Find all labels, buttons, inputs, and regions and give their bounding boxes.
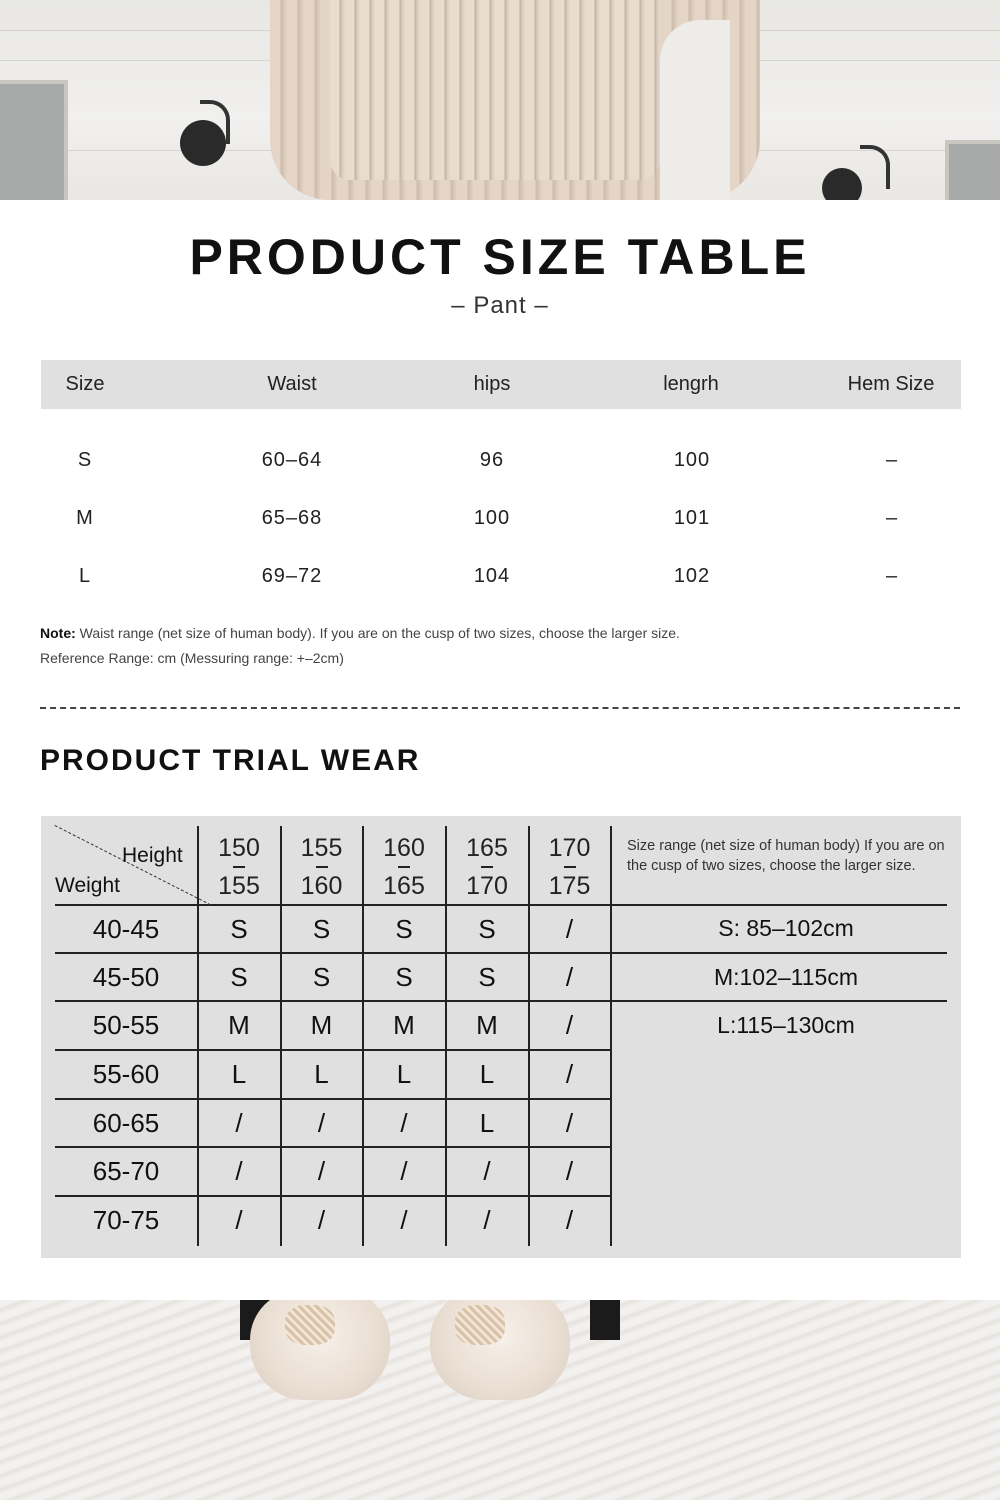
size-cell: / <box>483 1156 491 1186</box>
size-cell: / <box>565 1205 574 1235</box>
height-range-header: 155 160 <box>300 834 343 900</box>
table-cell: 100 <box>673 449 711 471</box>
table-cell: M <box>76 507 94 529</box>
column-header: Waist <box>267 373 317 395</box>
size-cell: / <box>400 1156 408 1186</box>
weight-range-label: 40-45 <box>92 914 160 944</box>
weight-range-label: 70-75 <box>92 1205 160 1235</box>
size-cell: / <box>317 1156 326 1186</box>
size-cell: / <box>565 1156 574 1186</box>
size-cell: M <box>228 1010 250 1040</box>
page-subtitle: – Pant – <box>451 292 549 319</box>
table-cell: 102 <box>673 565 711 587</box>
size-cell: S <box>230 914 248 944</box>
weight-range-label: 55-60 <box>92 1059 160 1089</box>
size-range-note: Size range (net size of human body) If you are on the cusp of two sizes, choose the larger size. <box>627 838 945 874</box>
size-cell: S <box>478 962 496 992</box>
size-cell: M <box>393 1010 415 1040</box>
table-cell: 65–68 <box>261 507 323 529</box>
size-cell: / <box>483 1205 491 1235</box>
note-text: Waist range (net size of human body). If you are on the cusp of two sizes, choose the larger size. <box>75 625 680 641</box>
size-table-header <box>41 360 961 409</box>
size-cell: L <box>479 1108 495 1138</box>
size-cell: / <box>235 1205 243 1235</box>
table-cell: 100 <box>473 507 511 529</box>
size-range-l: L:115–130cm <box>717 1012 855 1038</box>
column-header: hips <box>473 373 511 395</box>
size-cell: L <box>231 1059 247 1089</box>
table-cell: 96 <box>479 449 505 471</box>
table-cell: 60–64 <box>261 449 323 471</box>
table-cell: 104 <box>473 565 511 587</box>
table-cell: S <box>77 449 93 471</box>
weight-range-label: 60-65 <box>92 1108 160 1138</box>
size-cell: / <box>317 1108 326 1138</box>
size-cell: / <box>565 1059 574 1089</box>
note-label: Note: <box>40 625 76 641</box>
size-cell: M <box>476 1010 498 1040</box>
table-row <box>41 440 961 480</box>
height-range-header: 150 155 <box>218 834 260 900</box>
size-cell: S <box>478 914 496 944</box>
page-title: PRODUCT SIZE TABLE <box>189 229 811 285</box>
size-cell: L <box>479 1059 495 1089</box>
table-row <box>41 498 961 538</box>
size-cell: / <box>235 1156 243 1186</box>
size-cell: S <box>230 962 248 992</box>
height-range-header: 170 175 <box>548 834 591 900</box>
size-cell: S <box>395 914 413 944</box>
weight-range-label: 45-50 <box>92 962 160 992</box>
weight-axis-label: Weight <box>55 874 120 897</box>
height-range-header: 165 170 <box>466 834 508 900</box>
height-axis-label: Height <box>122 844 183 867</box>
size-cell: S <box>312 914 331 944</box>
size-cell: M <box>310 1010 333 1040</box>
section-divider <box>40 707 960 709</box>
size-cell: / <box>317 1205 326 1235</box>
height-range-header: 160 165 <box>383 834 425 900</box>
size-cell: / <box>400 1108 408 1138</box>
table-cell: – <box>885 507 899 529</box>
trial-wear-title: PRODUCT TRIAL WEAR <box>40 744 421 777</box>
table-cell: L <box>78 565 92 587</box>
table-cell: 69–72 <box>261 565 323 587</box>
weight-range-label: 65-70 <box>92 1156 160 1186</box>
size-cell: L <box>314 1059 329 1089</box>
table-cell: – <box>885 449 899 471</box>
weight-range-label: 50-55 <box>92 1010 160 1040</box>
table-row <box>41 556 961 596</box>
table-cell: – <box>885 565 899 587</box>
size-cell: / <box>565 962 574 992</box>
table-cell: 101 <box>673 507 711 529</box>
size-note <box>40 625 680 641</box>
size-cell: / <box>565 1108 574 1138</box>
column-header: Size <box>65 373 105 395</box>
column-header: Hem Size <box>847 373 935 395</box>
column-header: lengrh <box>663 373 719 395</box>
size-cell: / <box>565 1010 574 1040</box>
size-cell: / <box>565 914 574 944</box>
top-photo <box>0 0 1000 200</box>
size-cell: S <box>395 962 413 992</box>
bottom-photo <box>0 1300 1000 1500</box>
size-cell: S <box>312 962 331 992</box>
size-range-s: S: 85–102cm <box>718 915 854 941</box>
reference-range-note: Reference Range: cm (Messuring range: +–2cm) <box>40 650 344 666</box>
size-cell: / <box>235 1108 243 1138</box>
size-cell: / <box>400 1205 408 1235</box>
size-cell: L <box>396 1059 412 1089</box>
size-range-m: M:102–115cm <box>713 964 859 990</box>
